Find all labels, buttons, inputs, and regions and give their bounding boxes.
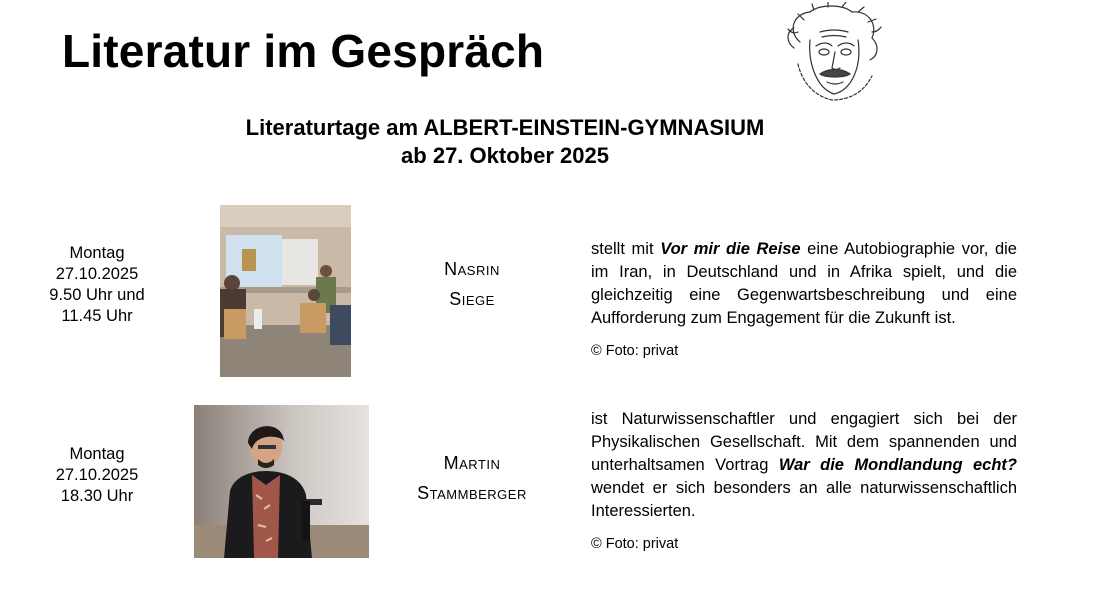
page-title: Literatur im Gespräch	[62, 25, 545, 77]
description-text: wendet er sich besonders an alle naturwissenschaftlich Interessierten.	[591, 479, 1017, 520]
subtitle-line-1: Literaturtage am ALBERT-EINSTEIN-GYMNASIUM	[245, 115, 765, 140]
book-title: Vor mir die Reise	[660, 240, 801, 258]
speaker-last-name: Stammberger	[417, 483, 527, 503]
event-1-speaker-name	[382, 254, 562, 314]
event-2-description	[591, 408, 1017, 523]
event-1-date-line: 11.45 Uhr	[61, 307, 133, 325]
event-2-date-line: Montag	[69, 445, 125, 463]
event-2-photo	[194, 405, 369, 558]
event-1-date-line: Montag	[69, 244, 125, 262]
description-text: stellt mit	[591, 240, 661, 258]
event-1-date-line: 27.10.2025	[55, 265, 139, 283]
speaker-last-name: Siege	[449, 289, 495, 309]
description-text: ist Naturwissenschaftler und engagiert sich bei der Physikalischen Gesellschaft. Mit dem spannenden und unterhaltsamen Vortrag	[591, 410, 1017, 474]
subtitle-line-2: ab 27. Oktober 2025	[401, 143, 609, 168]
event-2-photo-credit: © Foto: privat	[591, 536, 679, 552]
event-1-date-line: 9.50 Uhr und	[49, 286, 145, 304]
einstein-sketch-logo	[780, 2, 886, 106]
event-1-description	[591, 238, 1017, 330]
event-1-photo-credit: © Foto: privat	[591, 343, 679, 359]
event-subtitle	[150, 114, 860, 170]
speaker-first-name: Martin	[443, 453, 501, 473]
description-text: eine Autobiographie vor, die im Iran, in Deutschland und in Afrika spielt, und die gleichzeitig eine Gegenwartsbeschreibung und eine Aufforderung zum Engagement für die Zukunft ist.	[591, 240, 1017, 327]
event-2-date-line: 18.30 Uhr	[60, 487, 134, 505]
event-2-date	[22, 444, 172, 507]
event-2-date-line: 27.10.2025	[55, 466, 139, 484]
lecture-title: War die Mondlandung echt?	[778, 456, 1018, 474]
speaker-first-name: Nasrin	[444, 259, 500, 279]
event-2-speaker-name	[382, 448, 562, 508]
event-1-date	[22, 243, 172, 327]
event-1-photo	[220, 205, 351, 377]
